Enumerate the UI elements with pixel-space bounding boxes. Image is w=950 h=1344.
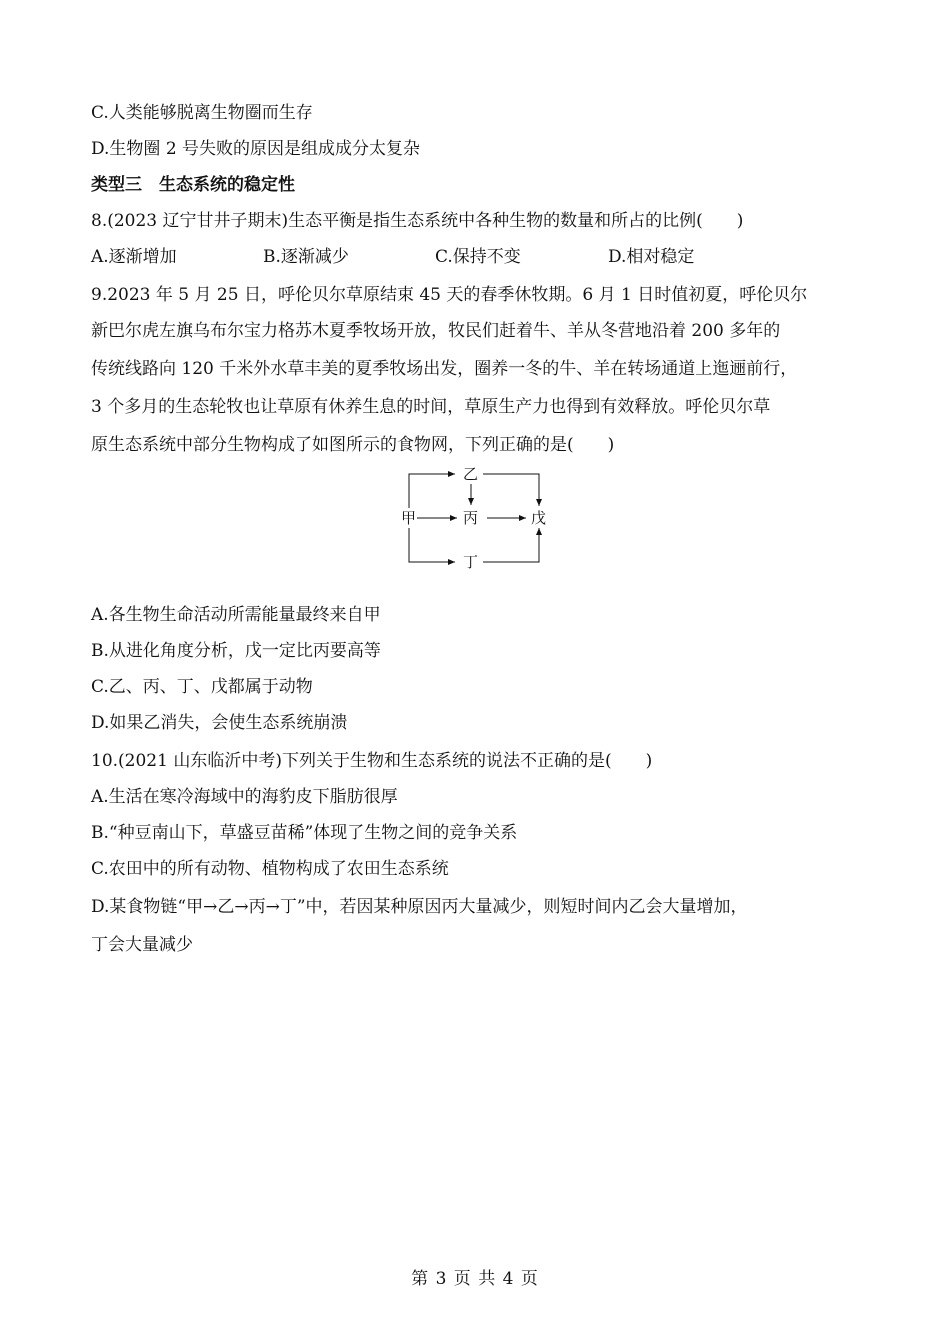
section-heading: 类型三 生态系统的稳定性 [91, 175, 295, 195]
option-c-line: C.人类能够脱离生物圈而生存 [91, 103, 313, 123]
arrow-yi-to-wu [483, 474, 539, 506]
question-9-line-5: 原生态系统中部分生物构成了如图所示的食物网，下列正确的是( ) [91, 435, 615, 455]
q10-option-d-line-1: D.某食物链“甲→乙→丙→丁”中，若因某种原因丙大量减少，则短时间内乙会大量增加， [91, 897, 748, 917]
node-ding: 丁 [463, 553, 479, 571]
question-9-line-3: 传统线路向 120 千米外水草丰美的夏季牧场出发，圈养一冬的牛、羊在转场通道上迤逦前行， [91, 359, 798, 379]
question-9-line-4: 3 个多月的生态轮牧也让草原有休养生息的时间，草原生产力也得到有效释放。呼伦贝尔草 [91, 397, 771, 417]
node-bing: 丙 [463, 509, 479, 527]
q8-option-a: A.逐渐增加 [91, 247, 177, 267]
q8-option-c: C.保持不变 [435, 247, 521, 267]
question-9-line-2: 新巴尔虎左旗乌布尔宝力格苏木夏季牧场开放，牧民们赶着牛、羊从冬营地沿着 200 多年的 [91, 321, 781, 341]
q10-option-a: A.生活在寒冷海域中的海豹皮下脂肪很厚 [91, 787, 398, 807]
question-9-line-1: 9.2023 年 5 月 25 日，呼伦贝尔草原结束 45 天的春季休牧期。6 月 1 日时值初夏，呼伦贝尔 [91, 285, 808, 305]
option-d-line: D.生物圈 2 号失败的原因是组成成分太复杂 [91, 139, 421, 159]
question-10: 10.(2021 山东临沂中考)下列关于生物和生态系统的说法不正确的是( ) [91, 751, 653, 771]
q8-option-b: B.逐渐减少 [263, 247, 349, 267]
q10-option-c: C.农田中的所有动物、植物构成了农田生态系统 [91, 859, 449, 879]
q9-option-c: C.乙、丙、丁、戊都属于动物 [91, 677, 313, 697]
node-yi: 乙 [463, 465, 479, 483]
q9-option-a: A.各生物生命活动所需能量最终来自甲 [91, 605, 381, 625]
arrow-ding-to-wu [483, 528, 539, 562]
arrow-jia-to-ding [409, 528, 455, 562]
page-footer: 第 3 页 共 4 页 [411, 1269, 539, 1289]
q9-option-d: D.如果乙消失，会使生态系统崩溃 [91, 713, 348, 733]
q10-option-b: B.“种豆南山下，草盛豆苗稀”体现了生物之间的竞争关系 [91, 823, 518, 843]
node-jia: 甲 [401, 509, 417, 527]
arrow-jia-to-yi [409, 474, 455, 508]
q10-option-d-line-2: 丁会大量减少 [91, 935, 193, 955]
question-8: 8.(2023 辽宁甘井子期末)生态平衡是指生态系统中各种生物的数量和所占的比例( ) [91, 211, 744, 231]
food-web-diagram [395, 462, 555, 572]
q8-option-d: D.相对稳定 [608, 247, 695, 267]
q9-option-b: B.从进化角度分析，戊一定比丙要高等 [91, 641, 381, 661]
node-wu: 戊 [531, 509, 547, 527]
